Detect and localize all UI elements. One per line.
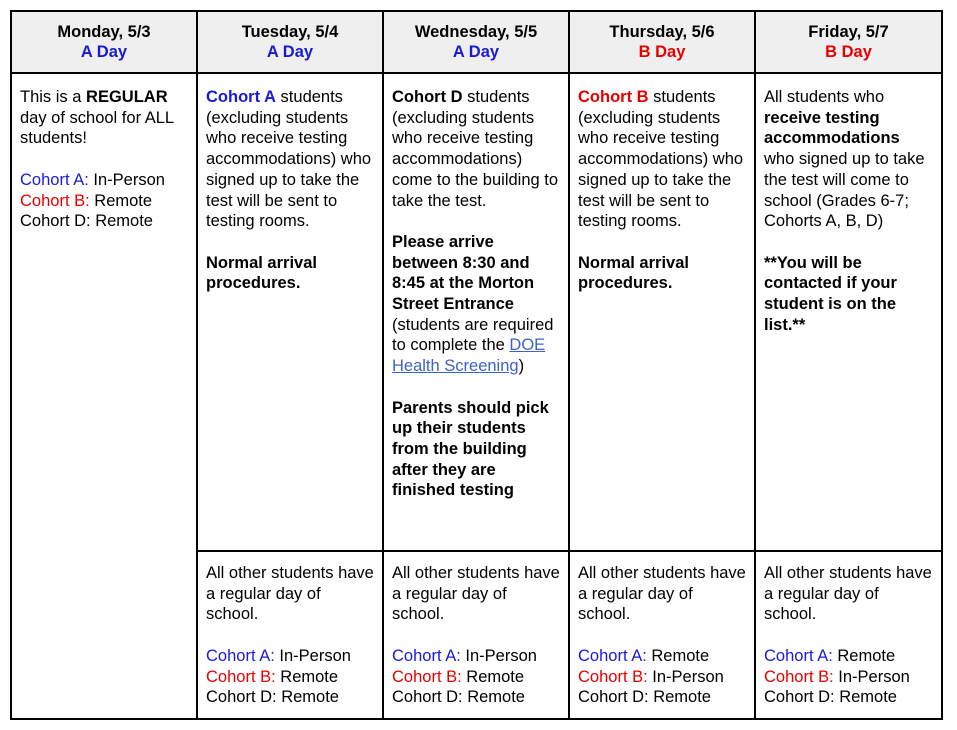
cohort-d-line: Cohort D: Remote [578, 688, 711, 707]
thursday-other-cell [569, 551, 755, 719]
cohort-a-line: Cohort A: In-Person [206, 646, 351, 665]
friday-description: All students who receive testing accommodations who signed up to take the test will come to school (Grades 6-7; Cohorts A, B, D) [764, 88, 925, 231]
header-day-type: B Day [825, 43, 872, 61]
wednesday-pickup: Parents should pick up their students from the building after they are finished testing [392, 398, 549, 500]
monday-cohort-list [20, 170, 188, 232]
thursday-description: Cohort B students (excluding students who receive testing accommodations) who signed up to take the test will be sent to testing rooms. [578, 88, 744, 231]
wednesday-cell [383, 73, 569, 551]
header-date: Monday, 5/3 [57, 23, 151, 41]
header-date: Tuesday, 5/4 [241, 23, 339, 41]
other-students-text: All other students have a regular day of school. [578, 564, 746, 624]
friday-other-cell [755, 551, 942, 719]
header-day-type: A Day [452, 43, 500, 61]
tuesday-cell [197, 73, 383, 551]
header-date: Wednesday, 5/5 [414, 23, 538, 41]
header-tuesday [197, 11, 383, 73]
cohort-a-line: Cohort A: Remote [578, 646, 710, 665]
header-day-type: A Day [80, 43, 128, 61]
tuesday-other-cell [197, 551, 383, 719]
other-students-text: All other students have a regular day of school. [764, 564, 932, 624]
header-wednesday [383, 11, 569, 73]
schedule-table [10, 10, 943, 720]
header-day-type: A Day [266, 43, 314, 61]
header-row [11, 11, 942, 73]
tuesday-description: Cohort A students (excluding students who receive testing accommodations) who signed up to take the test will be sent to testing rooms. [206, 88, 372, 231]
header-friday [755, 11, 942, 73]
cohort-d-line: Cohort D: Remote [392, 688, 525, 707]
cohort-b-line: Cohort B: In-Person [578, 667, 724, 686]
cohort-d-line: Cohort D: Remote [206, 688, 339, 707]
other-students-text: All other students have a regular day of school. [392, 564, 560, 624]
cohort-d-line: Cohort D: Remote [764, 688, 897, 707]
friday-cell [755, 73, 942, 551]
doe-health-screening-link[interactable]: DOE Health Screening [392, 336, 546, 376]
testing-row [11, 73, 942, 551]
monday-intro: This is a REGULAR day of school for ALL students! [20, 88, 174, 148]
wednesday-description: Cohort D students (excluding students who receive testing accommodations) come to the building to take the test. [392, 88, 559, 210]
cohort-a-line: Cohort A: In-Person [20, 170, 165, 189]
header-thursday [569, 11, 755, 73]
cohort-list [578, 646, 746, 708]
header-day-type: B Day [638, 43, 686, 61]
tuesday-arrival: Normal arrival procedures. [206, 253, 317, 293]
wednesday-other-cell [383, 551, 569, 719]
header-date: Friday, 5/7 [808, 23, 889, 41]
friday-notice: **You will be contacted if your student is on the list.** [764, 253, 897, 334]
header-monday [11, 11, 197, 73]
cohort-b-line: Cohort B: Remote [20, 191, 153, 210]
wednesday-arrival: Please arrive between 8:30 and 8:45 at the Morton Street Entrance (students are required to complete the DOE Health Screening) [392, 232, 554, 376]
thursday-cell [569, 73, 755, 551]
cohort-list [764, 646, 933, 708]
header-date: Thursday, 5/6 [609, 23, 715, 41]
cohort-list [392, 646, 560, 708]
thursday-arrival: Normal arrival procedures. [578, 253, 689, 293]
cohort-b-line: Cohort B: In-Person [764, 667, 910, 686]
cohort-b-line: Cohort B: Remote [392, 667, 525, 686]
other-students-text: All other students have a regular day of school. [206, 564, 374, 624]
cohort-d-line: Cohort D: Remote [20, 212, 153, 231]
cohort-a-line: Cohort A: In-Person [392, 646, 537, 665]
cohort-list [206, 646, 374, 708]
monday-cell [11, 73, 197, 719]
cohort-a-line: Cohort A: Remote [764, 646, 896, 665]
cohort-b-line: Cohort B: Remote [206, 667, 339, 686]
